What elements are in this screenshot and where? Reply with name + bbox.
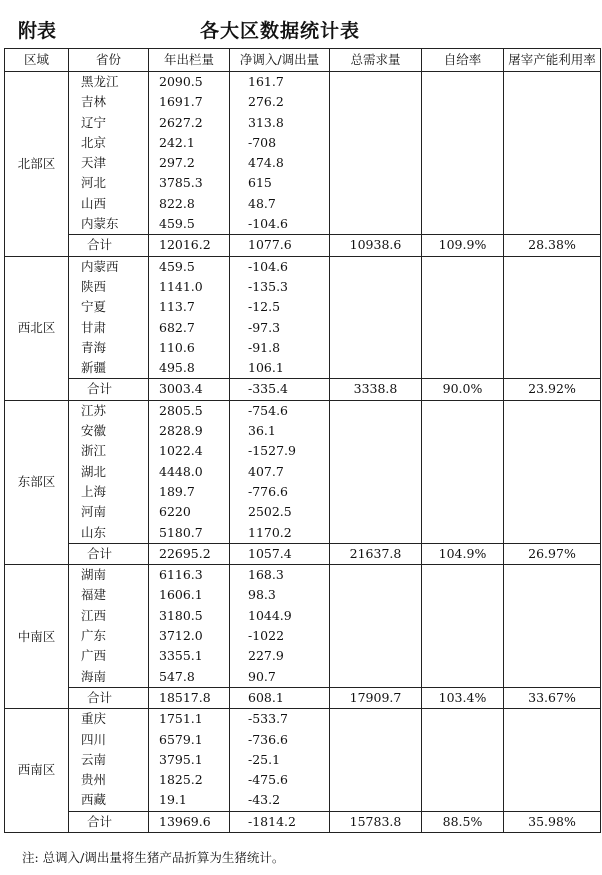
table-row [5, 214, 601, 235]
province-cell: 贵州 [69, 770, 149, 790]
total-demand-cell [330, 338, 422, 358]
region-name: 西北区 [5, 256, 69, 400]
net-transfer-cell: -1527.9 [230, 441, 330, 461]
province-cell: 江苏 [69, 400, 149, 421]
total-utilization: 28.38% [504, 235, 601, 256]
table-row [5, 585, 601, 605]
self-sufficiency-cell [422, 585, 504, 605]
table-row [5, 606, 601, 626]
table-row [5, 400, 601, 421]
province-cell: 河南 [69, 502, 149, 522]
annual-stock-cell: 3355.1 [149, 646, 230, 666]
self-sufficiency-cell [422, 730, 504, 750]
total-demand: 10938.6 [330, 235, 422, 256]
self-sufficiency-cell [422, 133, 504, 153]
province-cell: 海南 [69, 667, 149, 688]
table-row [5, 194, 601, 214]
total-net-transfer: 1057.4 [230, 543, 330, 564]
total-demand-cell [330, 277, 422, 297]
province-cell: 广东 [69, 626, 149, 646]
net-transfer-cell: 161.7 [230, 72, 330, 93]
net-transfer-cell: -91.8 [230, 338, 330, 358]
table-row [5, 709, 601, 730]
total-net-transfer: 608.1 [230, 687, 330, 708]
total-utilization: 35.98% [504, 811, 601, 832]
self-sufficiency-cell [422, 72, 504, 93]
total-label: 合计 [69, 811, 149, 832]
total-row [5, 235, 601, 256]
col-header-utilization: 屠宰产能利用率 [504, 49, 601, 72]
annual-stock-cell: 459.5 [149, 214, 230, 235]
self-sufficiency-cell [422, 358, 504, 379]
self-sufficiency-cell [422, 770, 504, 790]
self-sufficiency-cell [422, 750, 504, 770]
net-transfer-cell: 407.7 [230, 462, 330, 482]
annual-stock-cell: 6116.3 [149, 565, 230, 586]
net-transfer-cell: -135.3 [230, 277, 330, 297]
annual-stock-cell: 6579.1 [149, 730, 230, 750]
total-annual-stock: 3003.4 [149, 379, 230, 400]
province-cell: 广西 [69, 646, 149, 666]
utilization-cell [504, 194, 601, 214]
annual-stock-cell: 189.7 [149, 482, 230, 502]
table-row [5, 173, 601, 193]
province-cell: 安徽 [69, 421, 149, 441]
utilization-cell [504, 338, 601, 358]
utilization-cell [504, 72, 601, 93]
utilization-cell [504, 277, 601, 297]
self-sufficiency-cell [422, 523, 504, 544]
utilization-cell [504, 113, 601, 133]
total-label: 合计 [69, 235, 149, 256]
table-row [5, 338, 601, 358]
self-sufficiency-cell [422, 153, 504, 173]
net-transfer-cell: -533.7 [230, 709, 330, 730]
total-annual-stock: 13969.6 [149, 811, 230, 832]
province-cell: 西藏 [69, 790, 149, 811]
total-demand-cell [330, 790, 422, 811]
total-net-transfer: 1077.6 [230, 235, 330, 256]
utilization-cell [504, 318, 601, 338]
net-transfer-cell: 313.8 [230, 113, 330, 133]
province-cell: 重庆 [69, 709, 149, 730]
total-net-transfer: -1814.2 [230, 811, 330, 832]
net-transfer-cell: -475.6 [230, 770, 330, 790]
annual-stock-cell: 822.8 [149, 194, 230, 214]
annual-stock-cell: 1022.4 [149, 441, 230, 461]
annual-stock-cell: 547.8 [149, 667, 230, 688]
utilization-cell [504, 606, 601, 626]
footnote: 注: 总调入/调出量将生猪产品折算为生猪统计。 [22, 850, 285, 865]
utilization-cell [504, 523, 601, 544]
utilization-cell [504, 626, 601, 646]
total-demand-cell [330, 523, 422, 544]
province-cell: 新疆 [69, 358, 149, 379]
utilization-cell [504, 790, 601, 811]
total-demand-cell [330, 750, 422, 770]
table-row [5, 318, 601, 338]
table-row [5, 750, 601, 770]
total-demand-cell [330, 92, 422, 112]
province-cell: 云南 [69, 750, 149, 770]
utilization-cell [504, 502, 601, 522]
table-row [5, 277, 601, 297]
total-demand-cell [330, 770, 422, 790]
region-name: 北部区 [5, 72, 69, 257]
annual-stock-cell: 5180.7 [149, 523, 230, 544]
total-self-sufficiency: 104.9% [422, 543, 504, 564]
table-row [5, 626, 601, 646]
total-demand-cell [330, 173, 422, 193]
total-demand-cell [330, 297, 422, 317]
table-title: 各大区数据统计表 [200, 20, 361, 42]
self-sufficiency-cell [422, 606, 504, 626]
self-sufficiency-cell [422, 400, 504, 421]
net-transfer-cell: -12.5 [230, 297, 330, 317]
total-utilization: 33.67% [504, 687, 601, 708]
total-demand-cell [330, 133, 422, 153]
table-row [5, 770, 601, 790]
total-demand-cell [330, 113, 422, 133]
total-demand-cell [330, 709, 422, 730]
col-header-total-demand: 总需求量 [330, 49, 422, 72]
net-transfer-cell: 474.8 [230, 153, 330, 173]
province-cell: 内蒙西 [69, 256, 149, 277]
utilization-cell [504, 709, 601, 730]
total-annual-stock: 18517.8 [149, 687, 230, 708]
utilization-cell [504, 256, 601, 277]
total-demand: 15783.8 [330, 811, 422, 832]
total-self-sufficiency: 103.4% [422, 687, 504, 708]
col-header-region: 区域 [5, 49, 69, 72]
province-cell: 山东 [69, 523, 149, 544]
utilization-cell [504, 92, 601, 112]
col-header-province: 省份 [69, 49, 149, 72]
table-row [5, 523, 601, 544]
self-sufficiency-cell [422, 277, 504, 297]
utilization-cell [504, 770, 601, 790]
self-sufficiency-cell [422, 113, 504, 133]
annual-stock-cell: 1751.1 [149, 709, 230, 730]
annual-stock-cell: 242.1 [149, 133, 230, 153]
utilization-cell [504, 646, 601, 666]
self-sufficiency-cell [422, 194, 504, 214]
province-cell: 河北 [69, 173, 149, 193]
utilization-cell [504, 482, 601, 502]
province-cell: 福建 [69, 585, 149, 605]
utilization-cell [504, 462, 601, 482]
table-row [5, 790, 601, 811]
total-row [5, 379, 601, 400]
net-transfer-cell: -776.6 [230, 482, 330, 502]
total-label: 合计 [69, 379, 149, 400]
total-utilization: 26.97% [504, 543, 601, 564]
self-sufficiency-cell [422, 441, 504, 461]
region-name: 西南区 [5, 709, 69, 833]
annual-stock-cell: 2627.2 [149, 113, 230, 133]
total-demand-cell [330, 153, 422, 173]
region-stats-table [4, 48, 601, 833]
total-demand-cell [330, 482, 422, 502]
total-demand-cell [330, 667, 422, 688]
net-transfer-cell: -754.6 [230, 400, 330, 421]
total-demand-cell [330, 626, 422, 646]
annual-stock-cell: 19.1 [149, 790, 230, 811]
table-row [5, 667, 601, 688]
annual-stock-cell: 113.7 [149, 297, 230, 317]
net-transfer-cell: 1044.9 [230, 606, 330, 626]
appendix-label: 附表 [18, 20, 57, 42]
annual-stock-cell: 2090.5 [149, 72, 230, 93]
annual-stock-cell: 1606.1 [149, 585, 230, 605]
total-demand-cell [330, 256, 422, 277]
province-cell: 陕西 [69, 277, 149, 297]
table-row [5, 153, 601, 173]
self-sufficiency-cell [422, 646, 504, 666]
net-transfer-cell: 168.3 [230, 565, 330, 586]
total-utilization: 23.92% [504, 379, 601, 400]
table-row [5, 565, 601, 586]
net-transfer-cell: 1170.2 [230, 523, 330, 544]
net-transfer-cell: 227.9 [230, 646, 330, 666]
col-header-self-sufficiency: 自给率 [422, 49, 504, 72]
net-transfer-cell: -1022 [230, 626, 330, 646]
net-transfer-cell: 2502.5 [230, 502, 330, 522]
net-transfer-cell: 90.7 [230, 667, 330, 688]
self-sufficiency-cell [422, 214, 504, 235]
net-transfer-cell: -43.2 [230, 790, 330, 811]
table-row [5, 133, 601, 153]
annual-stock-cell: 110.6 [149, 338, 230, 358]
province-cell: 黑龙江 [69, 72, 149, 93]
net-transfer-cell: -104.6 [230, 214, 330, 235]
col-header-net-transfer: 净调入/调出量 [230, 49, 330, 72]
net-transfer-cell: 106.1 [230, 358, 330, 379]
net-transfer-cell: -97.3 [230, 318, 330, 338]
net-transfer-cell: 615 [230, 173, 330, 193]
table-row [5, 92, 601, 112]
utilization-cell [504, 297, 601, 317]
annual-stock-cell: 3712.0 [149, 626, 230, 646]
province-cell: 吉林 [69, 92, 149, 112]
annual-stock-cell: 495.8 [149, 358, 230, 379]
page-header [0, 0, 602, 46]
total-demand: 21637.8 [330, 543, 422, 564]
self-sufficiency-cell [422, 173, 504, 193]
annual-stock-cell: 4448.0 [149, 462, 230, 482]
net-transfer-cell: 36.1 [230, 421, 330, 441]
utilization-cell [504, 153, 601, 173]
total-demand-cell [330, 646, 422, 666]
annual-stock-cell: 1691.7 [149, 92, 230, 112]
self-sufficiency-cell [422, 565, 504, 586]
self-sufficiency-cell [422, 92, 504, 112]
utilization-cell [504, 585, 601, 605]
province-cell: 宁夏 [69, 297, 149, 317]
total-demand-cell [330, 441, 422, 461]
table-row [5, 441, 601, 461]
utilization-cell [504, 667, 601, 688]
self-sufficiency-cell [422, 462, 504, 482]
table-row [5, 297, 601, 317]
self-sufficiency-cell [422, 318, 504, 338]
table-body [5, 72, 601, 833]
self-sufficiency-cell [422, 790, 504, 811]
total-demand-cell [330, 421, 422, 441]
total-demand-cell [330, 730, 422, 750]
table-row [5, 502, 601, 522]
annual-stock-cell: 2805.5 [149, 400, 230, 421]
province-cell: 上海 [69, 482, 149, 502]
annual-stock-cell: 3795.1 [149, 750, 230, 770]
total-demand-cell [330, 318, 422, 338]
annual-stock-cell: 297.2 [149, 153, 230, 173]
self-sufficiency-cell [422, 626, 504, 646]
province-cell: 湖北 [69, 462, 149, 482]
utilization-cell [504, 441, 601, 461]
self-sufficiency-cell [422, 667, 504, 688]
self-sufficiency-cell [422, 421, 504, 441]
header-row [5, 49, 601, 72]
total-demand-cell [330, 400, 422, 421]
utilization-cell [504, 133, 601, 153]
net-transfer-cell: -736.6 [230, 730, 330, 750]
province-cell: 山西 [69, 194, 149, 214]
annual-stock-cell: 6220 [149, 502, 230, 522]
utilization-cell [504, 214, 601, 235]
annual-stock-cell: 1141.0 [149, 277, 230, 297]
total-net-transfer: -335.4 [230, 379, 330, 400]
self-sufficiency-cell [422, 338, 504, 358]
total-demand-cell [330, 585, 422, 605]
province-cell: 辽宁 [69, 113, 149, 133]
total-self-sufficiency: 109.9% [422, 235, 504, 256]
region-name: 东部区 [5, 400, 69, 564]
total-self-sufficiency: 90.0% [422, 379, 504, 400]
total-self-sufficiency: 88.5% [422, 811, 504, 832]
table-row [5, 646, 601, 666]
province-cell: 北京 [69, 133, 149, 153]
total-demand-cell [330, 462, 422, 482]
table-row [5, 113, 601, 133]
total-annual-stock: 22695.2 [149, 543, 230, 564]
self-sufficiency-cell [422, 256, 504, 277]
table-row [5, 730, 601, 750]
total-demand-cell [330, 194, 422, 214]
total-label: 合计 [69, 543, 149, 564]
province-cell: 浙江 [69, 441, 149, 461]
self-sufficiency-cell [422, 482, 504, 502]
col-header-annual-stock: 年出栏量 [149, 49, 230, 72]
utilization-cell [504, 173, 601, 193]
table-row [5, 421, 601, 441]
province-cell: 青海 [69, 338, 149, 358]
table-row [5, 482, 601, 502]
total-label: 合计 [69, 687, 149, 708]
province-cell: 天津 [69, 153, 149, 173]
utilization-cell [504, 400, 601, 421]
annual-stock-cell: 3785.3 [149, 173, 230, 193]
net-transfer-cell: -104.6 [230, 256, 330, 277]
total-demand-cell [330, 606, 422, 626]
province-cell: 甘肃 [69, 318, 149, 338]
self-sufficiency-cell [422, 709, 504, 730]
table-row [5, 256, 601, 277]
annual-stock-cell: 2828.9 [149, 421, 230, 441]
self-sufficiency-cell [422, 502, 504, 522]
total-row [5, 811, 601, 832]
self-sufficiency-cell [422, 297, 504, 317]
annual-stock-cell: 1825.2 [149, 770, 230, 790]
annual-stock-cell: 682.7 [149, 318, 230, 338]
utilization-cell [504, 730, 601, 750]
total-demand-cell [330, 214, 422, 235]
net-transfer-cell: -25.1 [230, 750, 330, 770]
table-row [5, 462, 601, 482]
province-cell: 内蒙东 [69, 214, 149, 235]
annual-stock-cell: 3180.5 [149, 606, 230, 626]
total-row [5, 543, 601, 564]
total-demand-cell [330, 358, 422, 379]
net-transfer-cell: -708 [230, 133, 330, 153]
province-cell: 湖南 [69, 565, 149, 586]
table-row [5, 72, 601, 93]
utilization-cell [504, 421, 601, 441]
total-row [5, 687, 601, 708]
total-demand-cell [330, 565, 422, 586]
total-demand-cell [330, 72, 422, 93]
net-transfer-cell: 48.7 [230, 194, 330, 214]
utilization-cell [504, 358, 601, 379]
utilization-cell [504, 565, 601, 586]
total-demand: 17909.7 [330, 687, 422, 708]
annual-stock-cell: 459.5 [149, 256, 230, 277]
region-name: 中南区 [5, 565, 69, 709]
net-transfer-cell: 276.2 [230, 92, 330, 112]
total-annual-stock: 12016.2 [149, 235, 230, 256]
total-demand: 3338.8 [330, 379, 422, 400]
province-cell: 江西 [69, 606, 149, 626]
table-row [5, 358, 601, 379]
total-demand-cell [330, 502, 422, 522]
net-transfer-cell: 98.3 [230, 585, 330, 605]
province-cell: 四川 [69, 730, 149, 750]
utilization-cell [504, 750, 601, 770]
